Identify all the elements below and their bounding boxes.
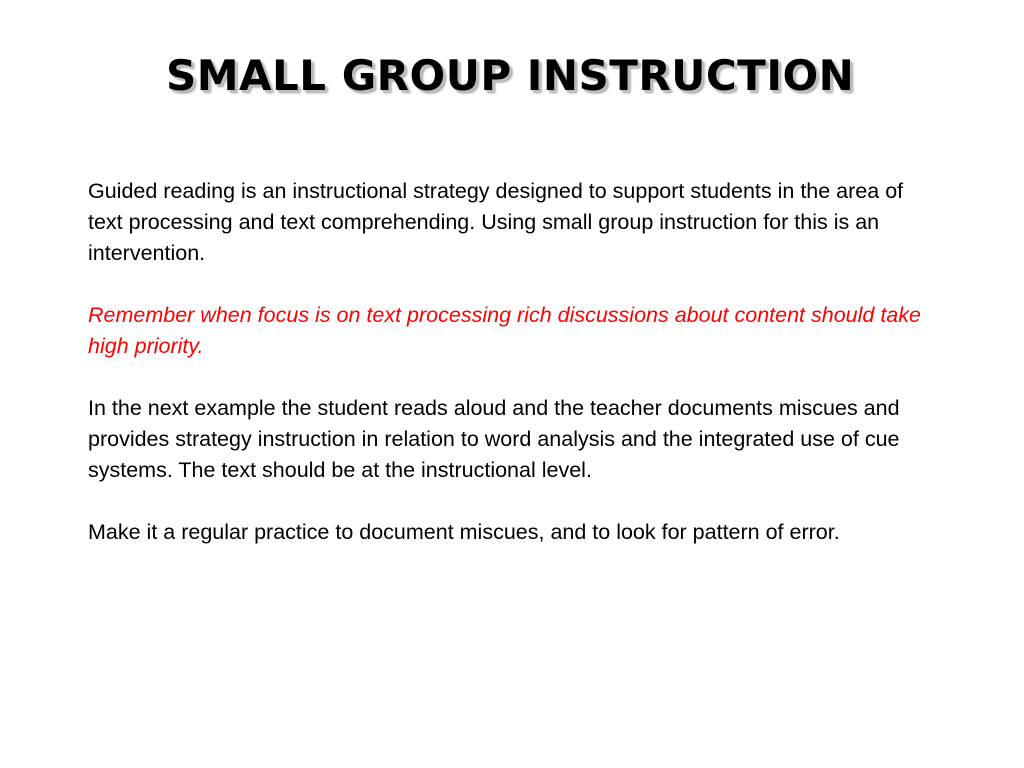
paragraph-practice: Make it a regular practice to document miscues, and to look for pattern of error. [88,520,840,544]
paragraph-reminder: Remember when focus is on text processing rich discussions about content should take high priority. [88,303,921,358]
paragraph-example: In the next example the student reads aloud and the teacher documents miscues and provides strategy instruction in relation to word analysis and the integrated use of cue systems. The text should be at the instructional level. [88,396,900,482]
paragraph-guided-reading: Guided reading is an instructional strategy designed to support students in the area of text processing and text comprehending. Using small group instruction for this is an intervention. [88,179,904,265]
slide-body [88,176,938,579]
slide-title: SMALL GROUP INSTRUCTION [166,51,855,100]
